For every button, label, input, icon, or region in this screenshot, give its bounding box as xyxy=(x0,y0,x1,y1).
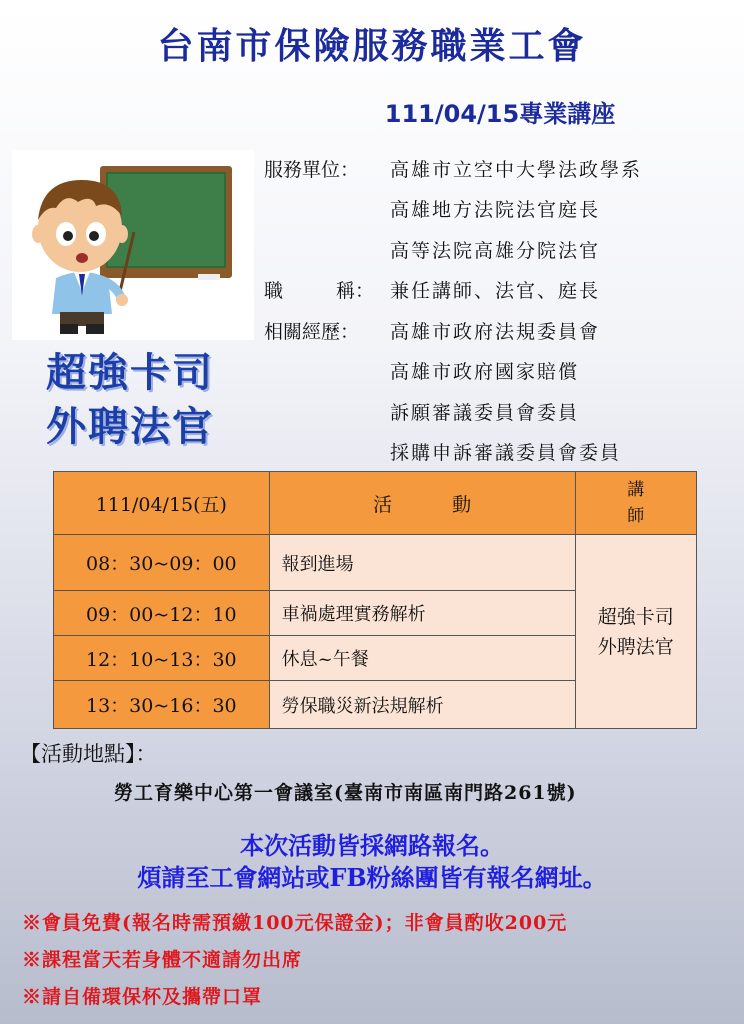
lecturer-name: 超強卡司 xyxy=(597,605,674,628)
lecturer-header xyxy=(575,472,696,535)
venue-address: 勞工育樂中心第一會議室(臺南市南區南門路261號) xyxy=(114,782,577,804)
info-row xyxy=(264,270,642,311)
activity-header: 活動 xyxy=(269,472,575,535)
venue-label: 【活動地點】： xyxy=(20,742,157,766)
teacher-illustration xyxy=(12,150,254,340)
activity-cell: 休息~午餐 xyxy=(269,636,575,681)
info-row xyxy=(264,189,642,230)
activity-cell: 勞保職災新法規解析 xyxy=(269,681,575,729)
info-row xyxy=(264,432,642,473)
chalkboard-icon xyxy=(12,150,254,340)
speaker-nickname xyxy=(46,346,214,454)
info-label-part: 稱： xyxy=(335,280,374,303)
info-row xyxy=(264,310,642,351)
info-value: 高雄市政府法規委員會 xyxy=(390,320,601,343)
info-label xyxy=(264,276,390,303)
note-fee: ※會員免費(報名時需預繳100元保證金)；非會員酌收200元 xyxy=(22,912,568,934)
activity-cell: 車禍處理實務解析 xyxy=(269,591,575,636)
time-cell: 09：00~12：10 xyxy=(54,591,270,636)
speaker-info xyxy=(264,148,642,472)
time-cell: 08：30~09：00 xyxy=(54,535,270,591)
activity-cell: 報到進場 xyxy=(269,535,575,591)
lecturer-name: 外聘法官 xyxy=(597,635,674,658)
speaker-nickname-line2: 外聘法官 xyxy=(46,404,214,450)
speaker-nickname-line1: 超強卡司 xyxy=(46,350,214,396)
info-label: 服務單位： xyxy=(264,158,360,181)
notice-line1: 本次活動皆採網路報名。 xyxy=(240,831,504,860)
time-cell: 13：30~16：30 xyxy=(54,681,270,729)
page-title: 台南市保險服務職業工會 xyxy=(157,26,587,67)
info-value: 訴願審議委員會委員 xyxy=(390,401,580,424)
info-row xyxy=(264,229,642,270)
schedule-table xyxy=(53,471,697,729)
info-row xyxy=(264,391,642,432)
time-cell: 12：10~13：30 xyxy=(54,636,270,681)
info-value: 高等法院高雄分院法官 xyxy=(390,239,601,262)
info-row xyxy=(264,148,642,189)
info-value: 高雄市立空中大學法政學系 xyxy=(390,158,643,181)
info-value: 採購申訴審議委員會委員 xyxy=(390,442,622,465)
note-cup-mask: ※請自備環保杯及攜帶口罩 xyxy=(22,986,263,1008)
table-row xyxy=(54,535,697,591)
info-label: 相關經歷： xyxy=(264,320,360,343)
info-row xyxy=(264,351,642,392)
note-health: ※課程當天若身體不適請勿出席 xyxy=(22,949,303,971)
lecturer-header-char: 講 xyxy=(627,480,645,500)
event-subtitle: 111/04/15專業講座 xyxy=(384,100,616,128)
info-value: 高雄地方法院法官庭長 xyxy=(390,199,601,222)
lecturer-cell xyxy=(575,535,696,729)
info-value: 兼任講師、法官、庭長 xyxy=(390,280,601,303)
notice-line2: 煩請至工會網站或FB粉絲團皆有報名網址。 xyxy=(137,863,607,892)
info-label-part: 職 xyxy=(264,280,284,303)
date-header: 111/04/15(五) xyxy=(54,472,270,535)
lecturer-header-char: 師 xyxy=(627,506,645,526)
schedule-header-row xyxy=(54,472,697,535)
info-value: 高雄市政府國家賠償 xyxy=(390,361,580,384)
